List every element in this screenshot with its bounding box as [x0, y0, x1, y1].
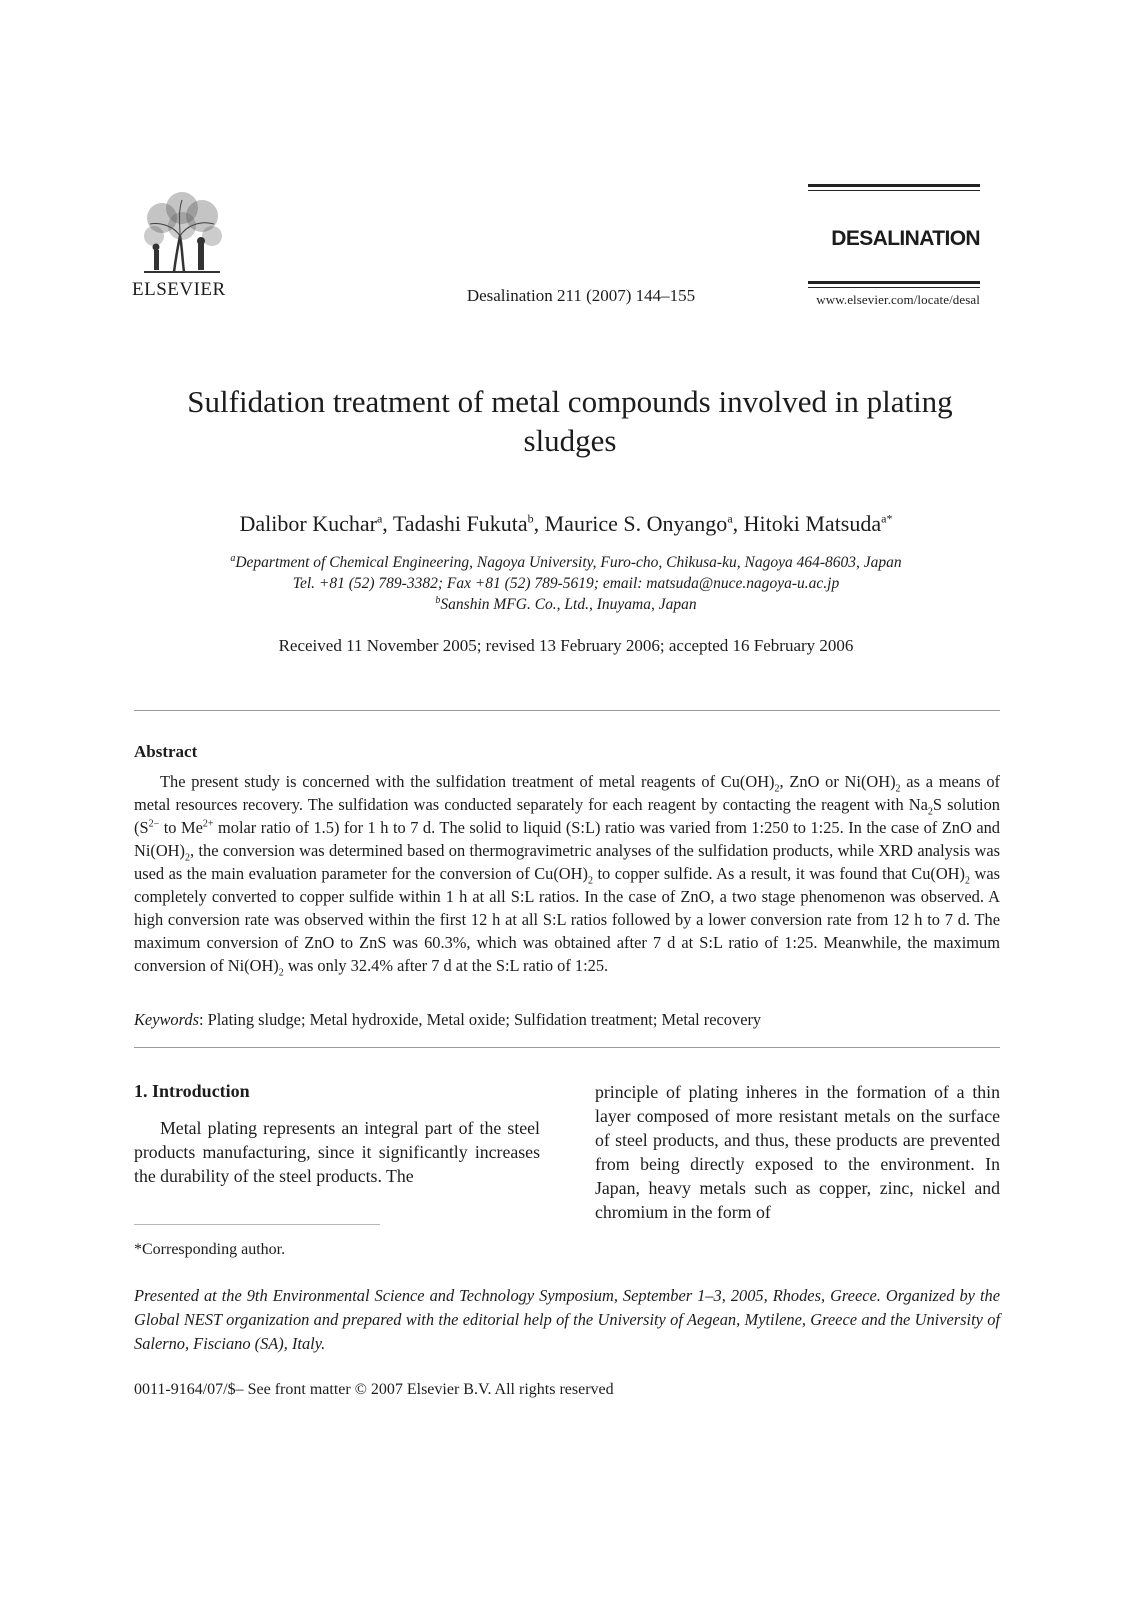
body-column-left: Metal plating represents an integral part of the steel products manufacturing, since it significantly increases the durability of the steel products. The: [134, 1118, 540, 1186]
keywords-text: : Plating sludge; Metal hydroxide, Metal oxide; Sulfidation treatment; Metal recovery: [198, 1010, 762, 1029]
author-affil-mark: b: [527, 511, 534, 526]
journal-name: DESALINATION: [831, 227, 980, 250]
affiliation-a: [0, 552, 1132, 573]
journal-citation: Desalination 211 (2007) 144–155: [466, 286, 696, 305]
article-title: [140, 382, 1000, 460]
journal-masthead: [808, 184, 980, 308]
keywords-label: Keywords: [134, 1010, 199, 1029]
section-heading-introduction: 1. Introduction: [134, 1081, 250, 1101]
divider-bottom: [134, 1047, 1000, 1048]
affil-b-text: Sanshin MFG. Co., Ltd., Inuyama, Japan: [440, 596, 697, 613]
corresponding-author-note: *Corresponding author.: [134, 1241, 286, 1258]
masthead-rule-top: [808, 184, 980, 191]
author-affil-mark: a: [376, 511, 383, 526]
body-column-right: principle of plating inheres in the formation of a thin layer composed of more resistant metals on the surface of steel products, and thus, these products are prevented from being directly exposed to the environment. In Japan, heavy metals such as copper, zinc, nickel and chromium in the form of: [595, 1082, 1000, 1222]
copyright-line: 0011-9164/07/$– See front matter © 2007 Elsevier B.V. All rights reserved: [134, 1381, 614, 1398]
divider-top: [134, 710, 1000, 711]
author-name: Hitoki Matsuda: [743, 511, 882, 536]
affiliation-b: [0, 594, 1132, 615]
affiliations: [0, 552, 1132, 615]
received-dates: Received 11 November 2005; revised 13 February 2006; accepted 16 February 2006: [278, 636, 854, 655]
affil-a-text: Department of Chemical Engineering, Nagoya University, Furo-cho, Chikusa-ku, Nagoya 464-8603, Japan: [235, 554, 902, 571]
affil-mark-b: b: [435, 594, 441, 606]
abstract-body: The present study is concerned with the sulfidation treatment of metal reagents of $Cu(OH)_2$, ZnO or $Ni(OH)_2$ as a means of metal resources recovery. The sulfidation was conducted separately for each reagent by contacting the reagent with $Na_2S$ solution ($S^{2-}$ to $Me^{2+}$ molar ratio of 1.5) for 1 h to 7 d. The solid to liquid (S:L) ratio was varied from 1:250 to 1:25. In the case of ZnO and $Ni(OH)_2$, the conversion was determined based on thermogravimetric analyses of the sulfidation products, while XRD analysis was used as the main evaluation parameter for the conversion of $Cu(OH)_2$ to copper sulfide. As a result, it was found that $Cu(OH)_2$ was completely converted to copper sulfide within 1 h at all S:L ratios. In the case of ZnO, a two stage phenomenon was observed. A high conversion rate was observed within the first 12 h at all S:L ratios followed by a lower conversion rate from 12 h to 7 d. The maximum conversion of ZnO to ZnS was 60.3%, which was obtained after 7 d at S:L ratio of 1:25. Meanwhile, the maximum conversion of $Ni(OH)_2$ was only 32.4% after 7 d at the S:L ratio of 1:25.: [134, 772, 1000, 979]
contact-info: Tel. +81 (52) 789-3382; Fax +81 (52) 789-5619; email: matsuda@nuce.nagoya-u.ac.jp: [292, 575, 840, 592]
keywords: [134, 1010, 1000, 1030]
author-list: Dalibor Kuchar$^a$, Tadashi Fukuta$^b$, Maurice S. Onyango$^a$, Hitoki Matsuda$^{a*}$: [239, 511, 893, 536]
masthead-rule-bottom: [808, 281, 980, 288]
author-name: Dalibor Kuchar: [239, 511, 377, 536]
author-affil-mark: a*: [881, 511, 893, 526]
author-name: Tadashi Fukuta: [392, 511, 528, 536]
author-affil-mark: a: [727, 511, 733, 526]
publisher-name: ELSEVIER: [132, 279, 226, 300]
title-line-1: Sulfidation treatment of metal compounds involved in plating: [187, 384, 953, 419]
title-line-2: sludges: [523, 423, 617, 458]
affil-mark-a: a: [230, 552, 236, 564]
abstract-heading: Abstract: [134, 742, 198, 761]
conference-note: Presented at the 9th Environmental Science and Technology Symposium, September 1–3, 2005, Rhodes, Greece. Organized by the Global NEST organization and prepared with the editorial help of the University of Aegean, Mytilene, Greece and the University of Salerno, Fisciano (SA), Italy.: [134, 1286, 1000, 1353]
journal-url[interactable]: www.elsevier.com/locate/desal: [816, 292, 980, 307]
author-name: Maurice S. Onyango: [544, 511, 728, 536]
footnote-rule: [134, 1224, 380, 1225]
